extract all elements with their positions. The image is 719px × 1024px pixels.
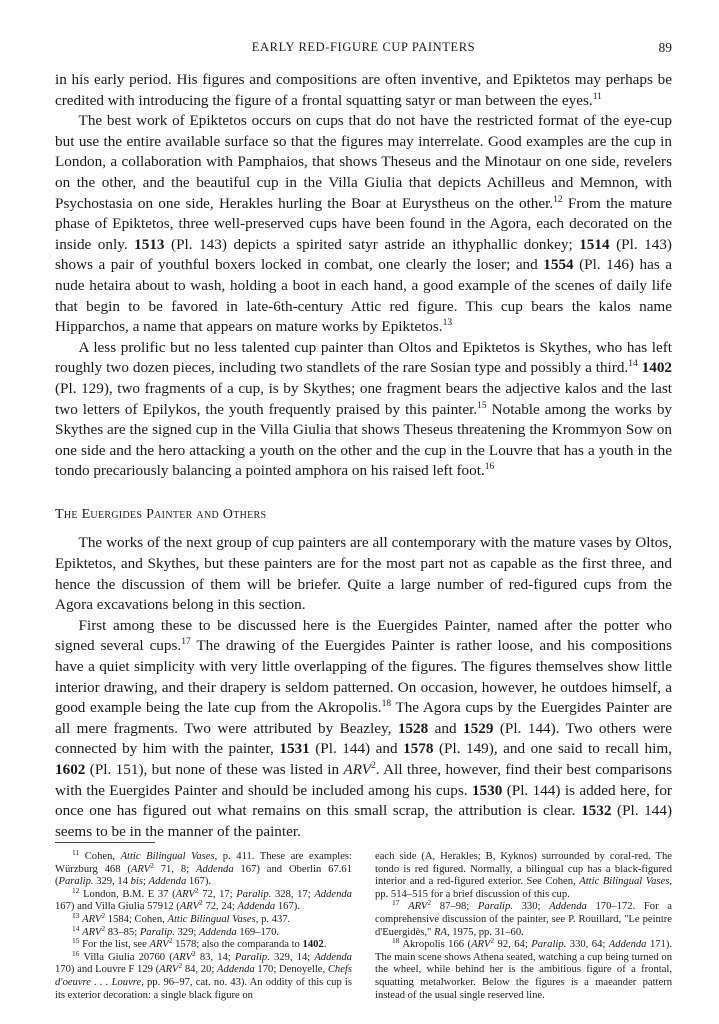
text-run: (Pl. 151), but none of these was listed in xyxy=(85,761,344,778)
text-run: (Pl. 144). Two others were connected by him with the painter, xyxy=(55,719,672,758)
italic-title: ARV xyxy=(159,964,179,976)
catalogue-number: 1514 xyxy=(579,235,610,253)
italic-title: ARV xyxy=(408,901,428,913)
italic-title: ARV xyxy=(471,939,491,951)
italic-title: Attic Bilingual Vases xyxy=(579,876,670,888)
text-run: 1584; Cohen, xyxy=(105,913,168,925)
catalogue-number: 1402 xyxy=(302,939,324,951)
footnote-number: 17 xyxy=(391,898,400,908)
text-run: (Pl. 143) shows a pair of youthful boxers locked in combat, one clearly the loser; and xyxy=(55,235,672,274)
text-run: The drawing of the Euergides Painter is rather loose, and his compositions have a quiet simplicity with very little overlapping of the figures. The figures themselves show little interior drawing, and their drapery is seldom patterned. On occasion, however, he outdoes himself, a good example being the late cup from the Akropolis. xyxy=(55,637,672,717)
italic-title: Paralip. xyxy=(139,926,175,938)
catalogue-number: 1602 xyxy=(55,761,86,778)
abbreviation-arv: ARV xyxy=(343,761,372,778)
footnote-ref-16: 16 xyxy=(484,462,495,473)
text-run: (Pl. 146) has a nude hetaira about to wash, holding a boot in each hand, a good example of the scenes of daily life that begin to be favored in late-6th-century Attic red figure. This cup bears the kalos name Hipparchos, a name that appears on mature works by Epiktetos. xyxy=(55,256,672,336)
catalogue-number: 1530 xyxy=(471,781,503,799)
italic-title: Addenda xyxy=(148,876,187,888)
text-run: 83–85; xyxy=(105,926,140,938)
footnote-16 xyxy=(55,948,352,1002)
footnote-13 xyxy=(55,910,352,927)
running-head: EARLY RED-FIGURE CUP PAINTERS xyxy=(251,40,476,54)
text-run: 72, 24; xyxy=(202,901,238,913)
text-run: ; xyxy=(143,876,149,888)
superscript: 2 xyxy=(101,923,106,933)
superscript: 2 xyxy=(199,898,203,908)
text-run: and xyxy=(428,719,464,737)
paragraph-5 xyxy=(55,616,672,843)
text-run: 72, 17; xyxy=(198,888,237,900)
italic-title: bis xyxy=(130,876,144,888)
text-run: in his early period. His figures and compositions are often inventive, and Epiktetos may perhaps be credited with introducing the figure of a frontal squatting satyr or man between the eyes. xyxy=(55,71,672,109)
text-run: Akropolis 166 ( xyxy=(399,939,472,951)
italic-title: RA xyxy=(434,926,447,938)
superscript: 2 xyxy=(490,936,495,946)
text-run: (Pl. 129), two fragments of a cup, is by Skythes; one fragment bears the adjective kalos and the last two letters of Epilykos, the youth frequently praised by this painter. xyxy=(55,379,672,418)
footnote-column-left xyxy=(55,848,352,1002)
text-run: 330; xyxy=(512,901,550,913)
footnote-15 xyxy=(55,936,352,952)
superscript: 2 xyxy=(178,961,183,971)
italic-title: Paralip. xyxy=(531,939,567,951)
catalogue-number: 1402 xyxy=(641,359,673,377)
italic-title: ARV xyxy=(82,926,102,938)
text-run: 170–172. For a comprehensive discussion of the painter, see P. Rouillard, "Le peintre d'Euergidès," xyxy=(375,901,673,938)
italic-title: ARV xyxy=(130,863,151,875)
text-run: 329, 14 xyxy=(93,876,131,888)
text-run: . All three, however, find their best comparisons with the Euergides Painter and should be included among his cups. xyxy=(55,761,672,799)
text-run: 170; Denoyelle, xyxy=(254,964,328,976)
paragraph-1 xyxy=(55,70,672,111)
text-run: , p. 437. xyxy=(255,913,291,925)
italic-title: Paralip. xyxy=(234,951,270,963)
text-run: 329, 14; xyxy=(269,951,315,963)
italic-title: Addenda xyxy=(199,926,237,938)
text-run: , 1975, pp. 31–60. xyxy=(446,926,524,938)
superscript: 2 xyxy=(191,948,196,958)
text-run xyxy=(399,901,408,912)
superscript: 2 xyxy=(371,761,376,771)
text-run: (Pl. 144) is added here, for once one has figured out what remains on this small scrap, the attribution is clear. xyxy=(55,781,672,820)
italic-title: Paralip. xyxy=(477,901,513,913)
text-run: Notable among the works by Skythes are the signed cup in the Villa Giulia that shows Theseus threatening the Krommyon Sow on one side and the hero attacking a youth on the other and the cup in the Louvre that has a youth in the tondo precariously balancing a pointed amphora on his raised left foot. xyxy=(55,400,673,480)
text-run: 167) and Oberlin 67.61 ( xyxy=(55,863,352,888)
catalogue-number: 1554 xyxy=(543,256,574,274)
footnote-17 xyxy=(375,898,673,939)
text-run: 92, 64; xyxy=(494,939,532,951)
text-run: 167) and Villa Giulia 57912 ( xyxy=(55,901,180,913)
footnote-number: 18 xyxy=(391,936,400,946)
italic-title: Addenda xyxy=(195,863,234,875)
footnote-number: 16 xyxy=(71,948,80,958)
catalogue-number: 1531 xyxy=(279,740,310,758)
paragraph-4: The works of the next group of cup painters are all contemporary with the mature vases by Oltos, Epiktetos, and Skythes, but these painters are for the most part not as capable as the first three, and hence the discussion of them will be briefer. Quite a large number of red-figured cups from the Agora excavations belong in this section. xyxy=(55,534,672,614)
superscript: 2 xyxy=(427,898,432,908)
italic-title: ARV xyxy=(172,951,192,963)
footnote-number: 14 xyxy=(71,923,80,933)
footnote-ref-17: 17 xyxy=(181,637,191,648)
text-run: , p. 411. These are examples: Würzburg 468 ( xyxy=(55,851,352,875)
footnote-12 xyxy=(55,885,352,914)
page-number: 89 xyxy=(658,40,672,55)
italic-title: Paralip. xyxy=(58,876,94,888)
main-text xyxy=(55,70,672,842)
italic-title: ARV xyxy=(179,901,200,913)
footnote-number: 13 xyxy=(71,910,80,920)
text-run: 330, 64; xyxy=(566,939,609,951)
italic-title: Attic Bilingual Vases xyxy=(120,851,215,862)
superscript: 2 xyxy=(150,860,154,870)
text-run: Cohen, xyxy=(79,851,121,862)
footnote-ref-15: 15 xyxy=(477,400,487,411)
footnote-14 xyxy=(55,923,352,940)
text-run: From the mature phase of Epiktetos, three well-preserved cups have been found in the Agora, each decorated on the inside only. xyxy=(55,194,672,253)
superscript: 2 xyxy=(168,936,173,946)
text-run: (Pl. 144) and xyxy=(309,740,404,758)
footnote-column-right xyxy=(375,851,672,1002)
text-run: (Pl. 144) seems to be in the manner of the painter. xyxy=(55,802,673,840)
catalogue-number: 1532 xyxy=(581,802,612,820)
text-run: . xyxy=(323,939,327,951)
text-run: London, B.M. E 37 ( xyxy=(79,888,176,900)
text-run: A less prolific but no less talented cup painter than Oltos and Epiktetos is Skythes, who has left roughly two dozen pieces, including two standlets of the rare Sosian type and possibly a third. xyxy=(55,338,672,377)
text-run: The best work of Epiktetos occurs on cups that do not have the restricted format of the eye-cup but use the entire available surface so that the figures may interrelate. Good examples are the cup in London, a collaboration with Pamphaios, that shows Theseus and the Minotaur on one side, revelers on the other, and the beautiful cup in the Villa Giulia that depicts Achilleus and Memnon, with Psychostasia on one side, Herakles hurling the Boar at Eurystheus on the other. xyxy=(55,112,672,212)
text-run: For the list, see xyxy=(79,939,150,951)
text-run: 167). xyxy=(186,876,211,888)
catalogue-number: 1529 xyxy=(463,719,494,737)
footnote-ref-12: 12 xyxy=(553,194,563,205)
italic-title: Addenda xyxy=(549,901,587,913)
italic-title: Addenda xyxy=(314,888,352,900)
text-run: 87–98; xyxy=(431,901,478,913)
text-run: (Pl. 149), and one said to recall him, xyxy=(433,740,672,758)
footnote-16-continued xyxy=(375,851,672,901)
footnote-rule xyxy=(55,842,155,843)
italic-title: Addenda xyxy=(237,901,276,913)
text-run: First among these to be discussed here is the Euergides Painter, named after the potter who signed several cups. xyxy=(55,616,672,655)
paragraph-2 xyxy=(55,111,672,338)
footnote-number: 11 xyxy=(71,848,80,857)
text-run: 329; xyxy=(174,926,199,938)
catalogue-number: 1528 xyxy=(397,719,429,737)
footnote-number: 15 xyxy=(71,936,80,946)
footnote-ref-13: 13 xyxy=(442,318,453,329)
footnote-11 xyxy=(55,848,352,889)
italic-title: ARV xyxy=(149,939,169,951)
text-run: 1578; also the comparanda to xyxy=(172,939,303,951)
text-run: The Agora cups by the Euergides Painter are all mere fragments. Two were attributed by Beazley, xyxy=(55,699,673,737)
italic-title: Paralip. xyxy=(236,888,272,900)
text-run: 84, 20; xyxy=(182,964,218,976)
footnote-18 xyxy=(375,936,673,1002)
italic-title: Addenda xyxy=(314,951,352,963)
text-run: 167). xyxy=(275,901,300,913)
text-run: 171). The main scene shows Athena seated, watching a cup being turned on the wheel, while behind her is the ambitious figure of a frontal, squatting metalworker. Below the figures is a maeander pattern instead of the usual single reserved line. xyxy=(375,939,673,1001)
text-run: 83, 14; xyxy=(195,951,235,963)
italic-title: ARV xyxy=(175,888,195,900)
paragraph-3 xyxy=(55,338,672,482)
text-run: Villa Giulia 20760 ( xyxy=(79,951,173,963)
text-run: 170) and Louvre F 129 ( xyxy=(55,964,160,976)
italic-title: Chefs d'oeuvre . . . Louvre xyxy=(55,964,352,988)
text-run: (Pl. 143) depicts a spirited satyr astride an ithyphallic donkey; xyxy=(164,235,580,253)
footnote-ref-18: 18 xyxy=(381,699,392,710)
italic-title: Addenda xyxy=(217,964,255,976)
superscript: 2 xyxy=(101,910,106,920)
text-run: , pp. 514–515 for a brief discussion of this cup. xyxy=(375,876,672,900)
italic-title: ARV xyxy=(82,913,102,925)
section-heading: The Euergides Painter and Others xyxy=(55,506,267,522)
italic-title: Attic Bilingual Vases xyxy=(167,913,256,925)
footnote-number: 12 xyxy=(71,885,80,895)
catalogue-number: 1578 xyxy=(403,740,434,758)
text-run: , pp. 96–97, cat. no. 43). An oddity of this cup is its exterior decoration: a single black figure on xyxy=(55,976,352,1001)
text-run: each side (A, Herakles; B, Kyknos) surrounded by coral-red. The tondo is red figured. Normally, a bilingual cup has a black-figured interior and a red-figured exterior. See Cohen, xyxy=(375,851,672,888)
text-run: 71, 8; xyxy=(153,863,196,875)
catalogue-number: 1513 xyxy=(134,235,165,253)
footnote-ref-11: 11 xyxy=(592,91,602,102)
superscript: 2 xyxy=(194,885,199,895)
footnote-ref-14: 14 xyxy=(628,359,638,370)
text-run: 328, 17; xyxy=(271,888,315,900)
page-header xyxy=(55,40,672,60)
footnotes xyxy=(55,848,673,1002)
text-run: 169–170. xyxy=(236,926,280,938)
italic-title: Addenda xyxy=(608,939,647,951)
